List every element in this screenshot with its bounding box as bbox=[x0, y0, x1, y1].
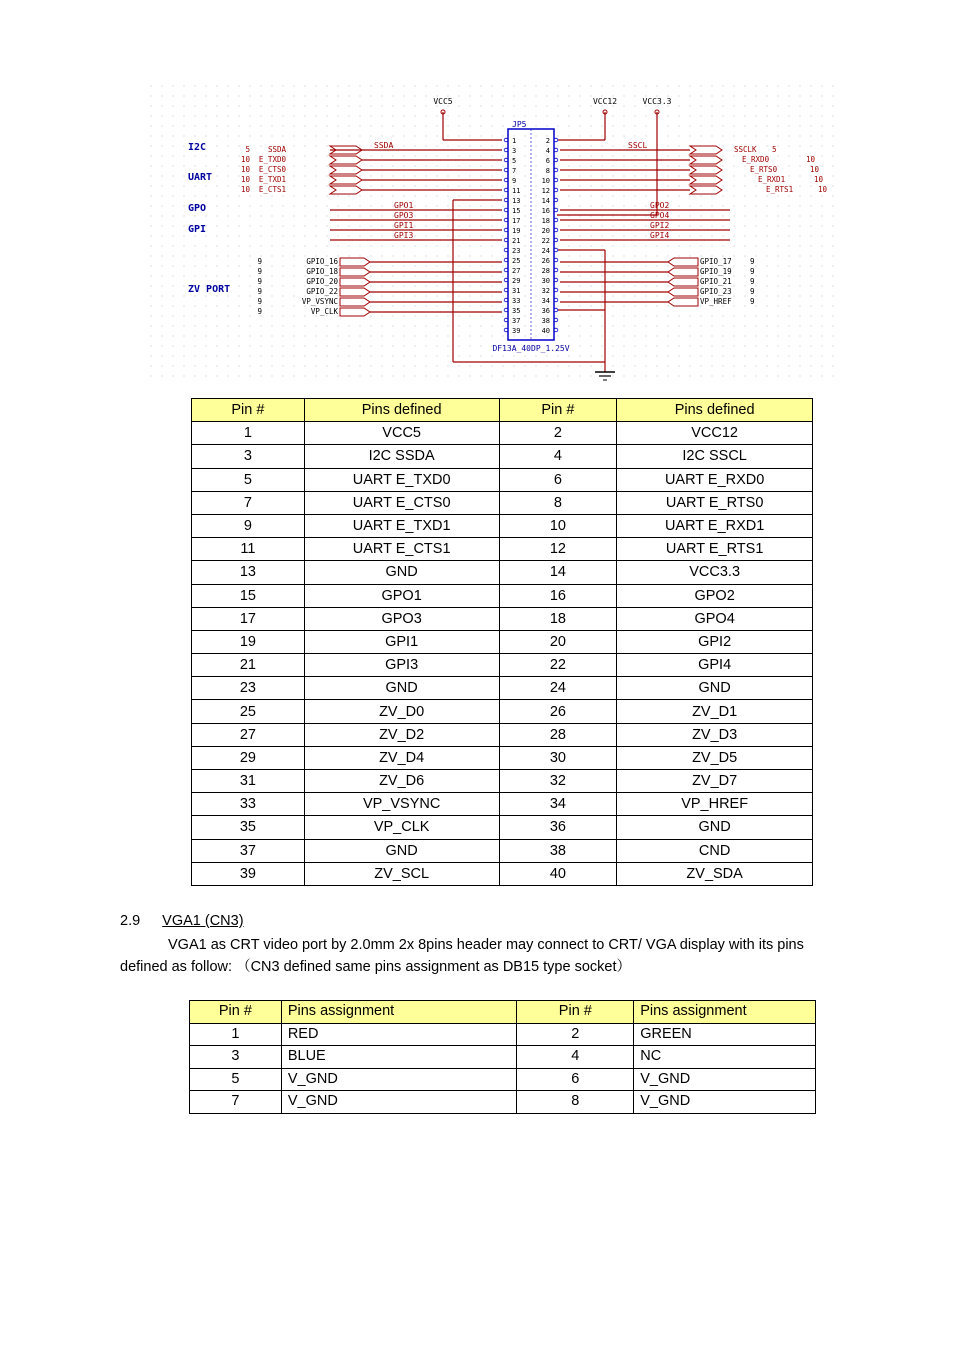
pin-name-cell: GND bbox=[617, 816, 813, 839]
pin-name-cell: UART E_RTS0 bbox=[617, 491, 813, 514]
offpage-ref: 10 bbox=[240, 175, 250, 184]
table-row bbox=[192, 700, 813, 723]
pin-stub bbox=[504, 288, 508, 292]
net-label: GPO4 bbox=[650, 211, 670, 220]
pin-name-cell: ZV_D7 bbox=[617, 770, 813, 793]
table-row bbox=[192, 677, 813, 700]
pin-stub bbox=[504, 248, 508, 252]
net-label: GPO3 bbox=[394, 211, 414, 220]
pin-stub bbox=[554, 318, 558, 322]
zv-ref: 9 bbox=[750, 257, 755, 266]
pin-number-cell: 36 bbox=[499, 816, 617, 839]
pin-number-cell: 39 bbox=[192, 862, 305, 885]
pin-number-cell: 11 bbox=[192, 538, 305, 561]
pin-name-cell: UART E_RXD0 bbox=[617, 468, 813, 491]
zv-ref: 9 bbox=[750, 297, 755, 306]
pin-number-cell: 2 bbox=[499, 422, 617, 445]
pin-name-cell: GPO2 bbox=[617, 584, 813, 607]
pin-stub bbox=[554, 178, 558, 182]
pin-number-cell: 9 bbox=[192, 514, 305, 537]
pin-stub bbox=[554, 268, 558, 272]
offpage-ref: 10 bbox=[240, 155, 250, 164]
offpage-label: E_TXD0 bbox=[258, 155, 286, 164]
vcc12-label: VCC12 bbox=[592, 97, 618, 106]
pin-stub bbox=[504, 148, 508, 152]
table-row bbox=[192, 445, 813, 468]
offpage-label: E_RXD1 bbox=[758, 175, 786, 184]
pin-name-cell: GND bbox=[304, 677, 499, 700]
pin-number: 16 bbox=[541, 207, 550, 215]
pin-number: 26 bbox=[541, 257, 550, 265]
pin-number-cell: 14 bbox=[499, 561, 617, 584]
pin-number-cell: 33 bbox=[192, 793, 305, 816]
pin-stub bbox=[554, 288, 558, 292]
offpage-ref: 10 bbox=[240, 165, 250, 174]
pin-number-cell: 5 bbox=[190, 1068, 282, 1091]
pin-stub bbox=[504, 158, 508, 162]
pin-name-cell: VCC12 bbox=[617, 422, 813, 445]
pin-number: 25 bbox=[512, 257, 521, 265]
pin-number-cell: 4 bbox=[517, 1046, 634, 1069]
pin-number: 17 bbox=[512, 217, 521, 225]
pin-name-cell: VCC5 bbox=[304, 422, 499, 445]
net-label: GPI1 bbox=[394, 221, 414, 230]
offpage-label: SSCLK bbox=[734, 145, 757, 154]
offpage-ref: 5 bbox=[772, 145, 777, 154]
net-label: SSCL bbox=[628, 141, 648, 150]
pin-name-cell: V_GND bbox=[281, 1068, 517, 1091]
pin-stub bbox=[504, 278, 508, 282]
pin-name-cell: GPI2 bbox=[617, 630, 813, 653]
pin-number: 20 bbox=[541, 227, 550, 235]
offpage-ref: 10 bbox=[818, 185, 828, 194]
pin-stub bbox=[504, 228, 508, 232]
pin-number-cell: 37 bbox=[192, 839, 305, 862]
table-row bbox=[192, 654, 813, 677]
pin-name-cell: ZV_D2 bbox=[304, 723, 499, 746]
pin-number: 24 bbox=[541, 247, 550, 255]
pin-number: 19 bbox=[512, 227, 521, 235]
pin-number-cell: 23 bbox=[192, 677, 305, 700]
section-heading bbox=[120, 913, 244, 929]
pin-name-cell: UART E_RXD1 bbox=[617, 514, 813, 537]
pin-number-cell: 1 bbox=[192, 422, 305, 445]
header-pin: Pin # bbox=[499, 399, 617, 422]
pin-name-cell: V_GND bbox=[634, 1091, 816, 1114]
pin-number: 10 bbox=[541, 177, 550, 185]
offpage-label: E_RXD0 bbox=[742, 155, 770, 164]
pin-number-cell: 6 bbox=[517, 1068, 634, 1091]
zv-signal-label: GPIO_20 bbox=[306, 277, 338, 286]
group-label-i2c: I2C bbox=[188, 142, 207, 153]
pin-name-cell: CND bbox=[617, 839, 813, 862]
section-paragraph bbox=[120, 934, 890, 978]
pin-name-cell: VP_HREF bbox=[617, 793, 813, 816]
table-row bbox=[192, 862, 813, 885]
pin-number: 9 bbox=[512, 177, 517, 185]
pin-stub bbox=[554, 298, 558, 302]
connector-schematic bbox=[150, 85, 835, 385]
pin-name-cell: UART E_TXD1 bbox=[304, 514, 499, 537]
pin-number-cell: 24 bbox=[499, 677, 617, 700]
pin-number: 4 bbox=[545, 147, 550, 155]
vga-pin-table bbox=[189, 1000, 816, 1114]
pin-number: 21 bbox=[512, 237, 521, 245]
zv-ref: 9 bbox=[750, 277, 755, 286]
pin-name-cell: GPI3 bbox=[304, 654, 499, 677]
pin-name-cell: VP_VSYNC bbox=[304, 793, 499, 816]
header-pins-defined: Pins defined bbox=[617, 399, 813, 422]
pin-number: 7 bbox=[512, 167, 517, 175]
zv-signal-label: GPIO_18 bbox=[306, 267, 338, 276]
pin-name-cell: I2C SSCL bbox=[617, 445, 813, 468]
pin-number-cell: 2 bbox=[517, 1023, 634, 1046]
pin-number-cell: 7 bbox=[190, 1091, 282, 1114]
pin-stub bbox=[554, 228, 558, 232]
net-label: GPI4 bbox=[650, 231, 670, 240]
pin-name-cell: GND bbox=[304, 839, 499, 862]
zv-ref: 9 bbox=[257, 277, 262, 286]
pin-number-cell: 5 bbox=[192, 468, 305, 491]
pin-name-cell: UART E_RTS1 bbox=[617, 538, 813, 561]
pin-number-cell: 8 bbox=[499, 491, 617, 514]
pin-number: 22 bbox=[541, 237, 550, 245]
pin-number-cell: 34 bbox=[499, 793, 617, 816]
pin-stub bbox=[504, 178, 508, 182]
pin-number: 34 bbox=[541, 297, 550, 305]
pin-stub bbox=[504, 308, 508, 312]
pin-number-cell: 10 bbox=[499, 514, 617, 537]
pin-number-cell: 30 bbox=[499, 746, 617, 769]
pin-number: 15 bbox=[512, 207, 521, 215]
pin-stub bbox=[504, 298, 508, 302]
net-label: GPI2 bbox=[650, 221, 670, 230]
table-row bbox=[190, 1023, 816, 1046]
pin-number-cell: 27 bbox=[192, 723, 305, 746]
pin-number-cell: 17 bbox=[192, 607, 305, 630]
offpage-ref: 5 bbox=[245, 145, 250, 154]
pin-number-cell: 18 bbox=[499, 607, 617, 630]
pin-number: 36 bbox=[541, 307, 550, 315]
pin-number: 27 bbox=[512, 267, 521, 275]
vga-table-header-row bbox=[190, 1001, 816, 1024]
zv-signal-label: GPIO_21 bbox=[700, 277, 732, 286]
table-row bbox=[192, 584, 813, 607]
pin-number: 2 bbox=[545, 137, 550, 145]
offpage-ref: 10 bbox=[810, 165, 820, 174]
header-pin: Pin # bbox=[192, 399, 305, 422]
pin-number-cell: 16 bbox=[499, 584, 617, 607]
offpage-ref: 10 bbox=[806, 155, 816, 164]
pin-name-cell: ZV_D3 bbox=[617, 723, 813, 746]
pin-name-cell: NC bbox=[634, 1046, 816, 1069]
pin-number-cell: 21 bbox=[192, 654, 305, 677]
pin-number: 13 bbox=[512, 197, 521, 205]
pin-number-cell: 15 bbox=[192, 584, 305, 607]
offpage-ref: 10 bbox=[240, 185, 250, 194]
pin-number-cell: 20 bbox=[499, 630, 617, 653]
pin-name-cell: RED bbox=[281, 1023, 517, 1046]
pin-number: 33 bbox=[512, 297, 521, 305]
pin-name-cell: ZV_D0 bbox=[304, 700, 499, 723]
pin-stub bbox=[554, 158, 558, 162]
zv-signal-label: GPIO_23 bbox=[700, 287, 732, 296]
pin-name-cell: V_GND bbox=[634, 1068, 816, 1091]
table-row bbox=[192, 793, 813, 816]
pin-number: 6 bbox=[545, 157, 550, 165]
pin-stub bbox=[504, 238, 508, 242]
offpage-label: E_RTS0 bbox=[750, 165, 778, 174]
pin-stub bbox=[554, 308, 558, 312]
section-title: VGA1 (CN3) bbox=[162, 913, 244, 929]
pin-number-cell: 40 bbox=[499, 862, 617, 885]
zv-signal-label: VP_CLK bbox=[310, 307, 338, 316]
table-row bbox=[192, 770, 813, 793]
pin-name-cell: ZV_D4 bbox=[304, 746, 499, 769]
pin-stub bbox=[554, 238, 558, 242]
header-pin: Pin # bbox=[190, 1001, 282, 1024]
zv-ref: 9 bbox=[257, 267, 262, 276]
table-row bbox=[192, 468, 813, 491]
pin-number: 30 bbox=[541, 277, 550, 285]
pin-number: 31 bbox=[512, 287, 521, 295]
section-number: 2.9 bbox=[120, 913, 141, 929]
net-label: SSDA bbox=[374, 141, 394, 150]
table-row bbox=[190, 1091, 816, 1114]
offpage-label: E_CTS0 bbox=[258, 165, 286, 174]
pin-stub bbox=[504, 218, 508, 222]
pin-stub bbox=[554, 138, 558, 142]
pin-stub bbox=[554, 218, 558, 222]
table-row bbox=[192, 607, 813, 630]
offpage-label: E_CTS1 bbox=[258, 185, 286, 194]
pin-stub bbox=[554, 328, 558, 332]
offpage-ref: 10 bbox=[814, 175, 824, 184]
zv-ref: 9 bbox=[257, 297, 262, 306]
pin-stub bbox=[504, 268, 508, 272]
pin-stub bbox=[504, 168, 508, 172]
zv-signal-label: GPIO_19 bbox=[700, 267, 732, 276]
pin-name-cell: BLUE bbox=[281, 1046, 517, 1069]
header-pin: Pin # bbox=[517, 1001, 634, 1024]
pin-number: 1 bbox=[512, 137, 517, 145]
pin-number: 11 bbox=[512, 187, 521, 195]
zv-signal-label: VP_VSYNC bbox=[301, 297, 338, 306]
table-row bbox=[192, 514, 813, 537]
pin-number: 8 bbox=[545, 167, 550, 175]
pin-stub bbox=[554, 168, 558, 172]
pin-number: 28 bbox=[541, 267, 550, 275]
pin-number-cell: 3 bbox=[190, 1046, 282, 1069]
net-label: GPI3 bbox=[394, 231, 414, 240]
vcc5-label: VCC5 bbox=[433, 97, 453, 106]
pin-name-cell: GPO3 bbox=[304, 607, 499, 630]
connector-pin-table bbox=[191, 398, 813, 886]
header-pins-assignment: Pins assignment bbox=[634, 1001, 816, 1024]
pin-name-cell: UART E_CTS0 bbox=[304, 491, 499, 514]
pin-number-cell: 8 bbox=[517, 1091, 634, 1114]
table-row bbox=[192, 746, 813, 769]
zv-ref: 9 bbox=[750, 287, 755, 296]
pin-stub bbox=[554, 188, 558, 192]
pin-number: 12 bbox=[541, 187, 550, 195]
pin-stub bbox=[504, 208, 508, 212]
pin-number: 14 bbox=[541, 197, 550, 205]
pin-number-cell: 35 bbox=[192, 816, 305, 839]
pin-stub bbox=[504, 188, 508, 192]
pin-number-cell: 1 bbox=[190, 1023, 282, 1046]
pin-number-cell: 7 bbox=[192, 491, 305, 514]
pin-name-cell: GND bbox=[617, 677, 813, 700]
pin-name-cell: UART E_CTS1 bbox=[304, 538, 499, 561]
group-label-gpo: GPO bbox=[188, 203, 207, 214]
pin-name-cell: VCC3.3 bbox=[617, 561, 813, 584]
table-row bbox=[190, 1046, 816, 1069]
pin-stub bbox=[554, 248, 558, 252]
table-row bbox=[190, 1068, 816, 1091]
header-pins-assignment: Pins assignment bbox=[281, 1001, 517, 1024]
pin-name-cell: GPO4 bbox=[617, 607, 813, 630]
pin-stub bbox=[504, 328, 508, 332]
table-row bbox=[192, 422, 813, 445]
pin-number: 35 bbox=[512, 307, 521, 315]
paragraph-line-1: VGA1 as CRT video port by 2.0mm 2x 8pins header may connect to CRT/ VGA display with its pins bbox=[168, 937, 804, 953]
pin-name-cell: GPI1 bbox=[304, 630, 499, 653]
pin-name-cell: V_GND bbox=[281, 1091, 517, 1114]
group-label-gpi: GPI bbox=[188, 224, 207, 235]
pin-number: 38 bbox=[541, 317, 550, 325]
connector-ref: JP5 bbox=[512, 120, 527, 129]
table-row bbox=[192, 839, 813, 862]
pin-number-cell: 4 bbox=[499, 445, 617, 468]
pin-number: 39 bbox=[512, 327, 521, 335]
vcc33-label: VCC3.3 bbox=[642, 97, 672, 106]
pin-number: 37 bbox=[512, 317, 521, 325]
pin-stub bbox=[504, 138, 508, 142]
table-row bbox=[192, 561, 813, 584]
group-label-uart: UART bbox=[188, 172, 213, 183]
pin-name-cell: GPI4 bbox=[617, 654, 813, 677]
zv-ref: 9 bbox=[257, 287, 262, 296]
connector-part: DF13A_40DP_1.25V bbox=[492, 344, 570, 353]
pin-number-cell: 6 bbox=[499, 468, 617, 491]
table-row bbox=[192, 630, 813, 653]
header-pins-defined: Pins defined bbox=[304, 399, 499, 422]
zv-ref: 9 bbox=[750, 267, 755, 276]
pin-stub bbox=[504, 318, 508, 322]
pin-number-cell: 38 bbox=[499, 839, 617, 862]
pin-name-cell: ZV_SCL bbox=[304, 862, 499, 885]
pin-name-cell: GND bbox=[304, 561, 499, 584]
offpage-label: SSDA bbox=[267, 145, 286, 154]
offpage-label: E_RTS1 bbox=[766, 185, 794, 194]
pin-stub bbox=[554, 148, 558, 152]
pin-name-cell: ZV_D6 bbox=[304, 770, 499, 793]
pin-name-cell: VP_CLK bbox=[304, 816, 499, 839]
pin-name-cell: I2C SSDA bbox=[304, 445, 499, 468]
pin-number-cell: 3 bbox=[192, 445, 305, 468]
zv-ref: 9 bbox=[257, 257, 262, 266]
offpage-label: E_TXD1 bbox=[258, 175, 286, 184]
zv-signal-label: GPIO_22 bbox=[306, 287, 338, 296]
net-label: GPO2 bbox=[650, 201, 670, 210]
pin-number-cell: 13 bbox=[192, 561, 305, 584]
table-row bbox=[192, 538, 813, 561]
group-label-zv: ZV PORT bbox=[188, 284, 231, 295]
table-row bbox=[192, 491, 813, 514]
pin-number: 5 bbox=[512, 157, 517, 165]
pin-number: 3 bbox=[512, 147, 517, 155]
pin-number-cell: 25 bbox=[192, 700, 305, 723]
pin-name-cell: GREEN bbox=[634, 1023, 816, 1046]
pin-number-cell: 19 bbox=[192, 630, 305, 653]
paragraph-line-2: defined as follow: （CN3 defined same pins assignment as DB15 type socket） bbox=[120, 959, 631, 975]
pin-stub bbox=[554, 208, 558, 212]
pin-stub bbox=[554, 278, 558, 282]
pin-stub bbox=[554, 258, 558, 262]
pin-number-cell: 31 bbox=[192, 770, 305, 793]
table-row bbox=[192, 723, 813, 746]
pin-name-cell: UART E_TXD0 bbox=[304, 468, 499, 491]
pin-number-cell: 22 bbox=[499, 654, 617, 677]
pin-number: 18 bbox=[541, 217, 550, 225]
table-row bbox=[192, 816, 813, 839]
zv-signal-label: GPIO_16 bbox=[306, 257, 338, 266]
pin-name-cell: ZV_SDA bbox=[617, 862, 813, 885]
pin-name-cell: GPO1 bbox=[304, 584, 499, 607]
zv-signal-label: GPIO_17 bbox=[700, 257, 732, 266]
pin-number-cell: 28 bbox=[499, 723, 617, 746]
net-label: GPO1 bbox=[394, 201, 414, 210]
pin-stub bbox=[554, 198, 558, 202]
pin-number: 29 bbox=[512, 277, 521, 285]
pin-number: 32 bbox=[541, 287, 550, 295]
pin-number-cell: 32 bbox=[499, 770, 617, 793]
pin-name-cell: ZV_D1 bbox=[617, 700, 813, 723]
pin-number-cell: 12 bbox=[499, 538, 617, 561]
pin-number-cell: 29 bbox=[192, 746, 305, 769]
pin-number: 40 bbox=[541, 327, 550, 335]
pin-table-header-row bbox=[192, 399, 813, 422]
pin-name-cell: ZV_D5 bbox=[617, 746, 813, 769]
pin-stub bbox=[504, 258, 508, 262]
pin-number-cell: 26 bbox=[499, 700, 617, 723]
pin-number: 23 bbox=[512, 247, 521, 255]
zv-ref: 9 bbox=[257, 307, 262, 316]
pin-stub bbox=[504, 198, 508, 202]
zv-signal-label: VP_HREF bbox=[700, 297, 732, 306]
